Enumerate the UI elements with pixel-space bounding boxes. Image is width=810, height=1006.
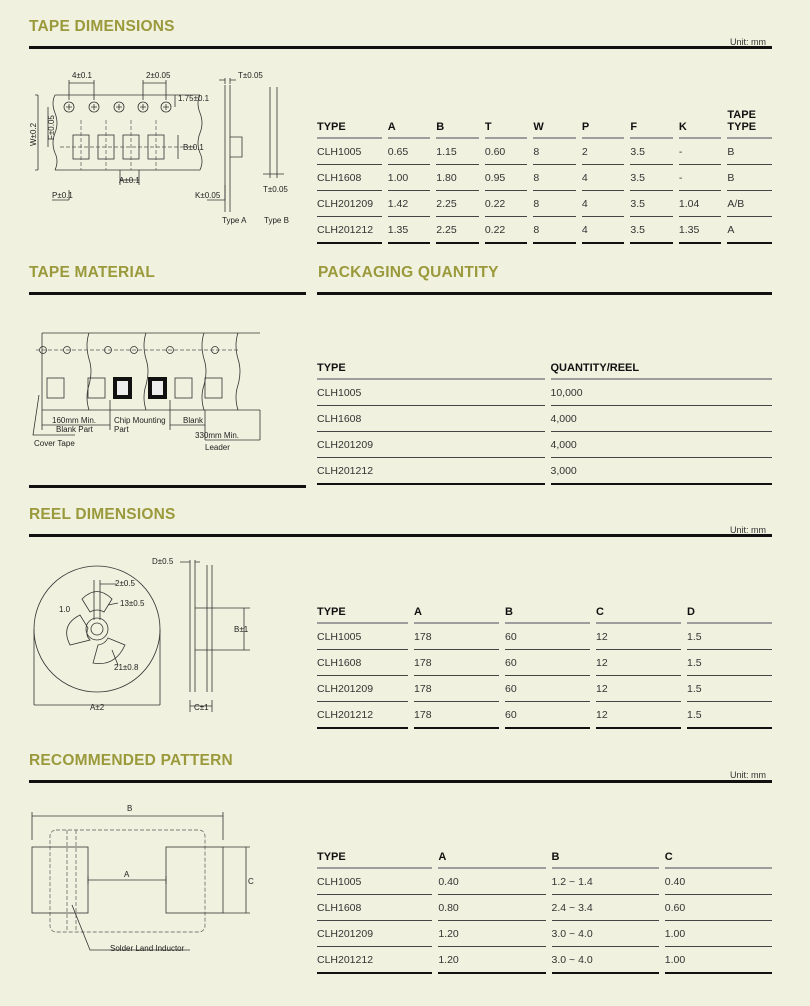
table-cell: 0.80 — [438, 895, 545, 921]
table-cell: A/B — [727, 191, 772, 217]
dim-b-label: B±0.1 — [183, 143, 204, 152]
table-row — [317, 869, 772, 895]
table-cell: 1.15 — [436, 139, 479, 165]
table-cell: CLH1608 — [317, 165, 382, 191]
solder-land-label: Solder Land Inductor — [110, 944, 185, 953]
table-cell: 12 — [596, 650, 681, 676]
blank-part-label: Blank Part — [56, 425, 93, 434]
leader-min-label: 330mm Min. — [195, 431, 240, 440]
pattern-a-label: A — [124, 870, 130, 879]
dim-e-label: 1.75±0.1 — [178, 94, 210, 103]
table-cell: 2.25 — [436, 191, 479, 217]
table-cell: 3.5 — [630, 191, 673, 217]
table-cell: 12 — [596, 702, 681, 729]
col-header: TYPE — [317, 851, 432, 869]
table-cell: CLH1005 — [317, 380, 545, 406]
col-header: B — [436, 109, 479, 139]
table-cell: - — [679, 139, 722, 165]
table-cell: 3.5 — [630, 217, 673, 244]
cover-tape-label: Cover Tape — [34, 439, 75, 448]
reel-dimensions-title: REEL DIMENSIONS — [29, 506, 176, 523]
table-cell: CLH1608 — [317, 650, 408, 676]
table-row — [317, 947, 772, 974]
reel-dimensions-table — [311, 606, 778, 729]
tape-dimensions-title: TAPE DIMENSIONS — [29, 18, 175, 35]
unit-label: Unit: mm — [730, 770, 766, 780]
core-label: 21±0.8 — [114, 663, 139, 672]
table-header-row — [317, 606, 772, 624]
hub-label: 13±0.5 — [120, 599, 145, 608]
chip-mounting-label: Chip Mounting — [114, 416, 166, 425]
recommended-pattern-title: RECOMMENDED PATTERN — [29, 752, 233, 769]
table-header-row — [317, 851, 772, 869]
table-cell: 1.00 — [665, 947, 772, 974]
table-cell: CLH1005 — [317, 869, 432, 895]
table-cell: 2.4 ~ 3.4 — [552, 895, 659, 921]
reel-a-label: A±2 — [90, 703, 105, 712]
table-row — [317, 702, 772, 729]
table-cell: 4 — [582, 191, 625, 217]
table-cell: 3.0 ~ 4.0 — [552, 947, 659, 974]
table-cell: 60 — [505, 676, 590, 702]
table-row — [317, 380, 772, 406]
table-cell: CLH201212 — [317, 458, 545, 485]
col-header: TYPE — [317, 362, 545, 380]
table-cell: 2 — [582, 139, 625, 165]
table-cell: 60 — [505, 624, 590, 650]
packaging-quantity-title: PACKAGING QUANTITY — [318, 264, 499, 281]
table-cell: 178 — [414, 702, 499, 729]
table-cell: 1.35 — [679, 217, 722, 244]
recommended-pattern-table — [311, 851, 778, 974]
table-cell: 1.2 ~ 1.4 — [552, 869, 659, 895]
dim-a-label: A±0.1 — [119, 176, 140, 185]
col-header: D — [687, 606, 772, 624]
table-row — [317, 139, 772, 165]
pattern-c-label: C — [248, 877, 254, 886]
tape-dimensions-table — [311, 109, 778, 244]
col-header: C — [596, 606, 681, 624]
table-cell: 4,000 — [551, 432, 773, 458]
dim-p0-label: 4±0.1 — [72, 71, 92, 80]
table-cell: 1.04 — [679, 191, 722, 217]
dim-p-label: P±0.1 — [52, 191, 73, 200]
col-header: K — [679, 109, 722, 139]
table-cell: 1.00 — [665, 921, 772, 947]
col-header: TYPE — [317, 109, 382, 139]
table-cell: 0.40 — [438, 869, 545, 895]
table-cell: 3.0 ~ 4.0 — [552, 921, 659, 947]
table-cell: CLH1608 — [317, 406, 545, 432]
table-cell: 3.5 — [630, 139, 673, 165]
type-a-label: Type A — [222, 216, 247, 225]
type-b-label: Type B — [264, 216, 289, 225]
table-cell: 178 — [414, 676, 499, 702]
col-header: F — [630, 109, 673, 139]
table-cell: 10,000 — [551, 380, 773, 406]
pattern-b-label: B — [127, 804, 133, 813]
dim-p1-label: 2±0.05 — [146, 71, 171, 80]
col-header: A — [414, 606, 499, 624]
table-cell: 1.35 — [388, 217, 431, 244]
table-cell: CLH201209 — [317, 921, 432, 947]
col-header: B — [505, 606, 590, 624]
col-header: QUANTITY/REEL — [551, 362, 773, 380]
table-cell: CLH201212 — [317, 217, 382, 244]
dim-f-label: F±0.05 — [47, 115, 56, 140]
table-row — [317, 406, 772, 432]
blank-min-label: 160mm Min. — [52, 416, 97, 425]
col-header: W — [533, 109, 576, 139]
table-cell: B — [727, 139, 772, 165]
table-cell: CLH201209 — [317, 676, 408, 702]
table-header-row — [317, 109, 772, 139]
table-cell: 0.60 — [485, 139, 528, 165]
slot-label: 2±0.5 — [115, 579, 135, 588]
leader-label: Leader — [205, 443, 230, 452]
table-cell: 1.20 — [438, 947, 545, 974]
table-cell: 1.80 — [436, 165, 479, 191]
col-header: T — [485, 109, 528, 139]
table-row — [317, 217, 772, 244]
col-header: C — [665, 851, 772, 869]
table-cell: 2.25 — [436, 217, 479, 244]
table-row — [317, 165, 772, 191]
section-rule — [317, 292, 772, 295]
table-cell: 1.42 — [388, 191, 431, 217]
table-cell: 8 — [533, 191, 576, 217]
table-row — [317, 650, 772, 676]
part-label: Part — [114, 425, 129, 434]
unit-label: Unit: mm — [730, 37, 766, 47]
table-cell: A — [727, 217, 772, 244]
table-cell: 12 — [596, 676, 681, 702]
table-cell: 8 — [533, 165, 576, 191]
table-cell: 0.65 — [388, 139, 431, 165]
packaging-quantity-table — [311, 362, 778, 485]
table-cell: 1.5 — [687, 650, 772, 676]
col-header: B — [552, 851, 659, 869]
col-header: A — [438, 851, 545, 869]
table-cell: 178 — [414, 650, 499, 676]
table-cell: 4,000 — [551, 406, 773, 432]
table-cell: 1.00 — [388, 165, 431, 191]
dim-t-label: T±0.05 — [238, 71, 263, 80]
table-header-row — [317, 362, 772, 380]
table-row — [317, 432, 772, 458]
dim-t2-label: T±0.05 — [263, 185, 288, 194]
table-cell: 1.5 — [687, 676, 772, 702]
table-cell: 60 — [505, 650, 590, 676]
table-cell: CLH201212 — [317, 702, 408, 729]
table-row — [317, 676, 772, 702]
table-cell: 3,000 — [551, 458, 773, 485]
table-cell: CLH201209 — [317, 432, 545, 458]
table-cell: CLH1005 — [317, 624, 408, 650]
table-cell: 0.95 — [485, 165, 528, 191]
table-cell: 8 — [533, 139, 576, 165]
table-cell: CLH201209 — [317, 191, 382, 217]
col-header: TAPE TYPE — [727, 109, 772, 139]
reel-c-label: C±1 — [194, 703, 209, 712]
table-cell: 12 — [596, 624, 681, 650]
table-cell: CLH1005 — [317, 139, 382, 165]
table-row — [317, 624, 772, 650]
one-label: 1.0 — [59, 605, 71, 614]
table-cell: 0.22 — [485, 217, 528, 244]
table-cell: 178 — [414, 624, 499, 650]
table-cell: 0.40 — [665, 869, 772, 895]
table-cell: 60 — [505, 702, 590, 729]
table-cell: 3.5 — [630, 165, 673, 191]
table-cell: 4 — [582, 165, 625, 191]
table-row — [317, 458, 772, 485]
table-cell: 8 — [533, 217, 576, 244]
recommended-pattern-diagram — [0, 0, 300, 970]
table-cell: CLH201212 — [317, 947, 432, 974]
blank-label: Blank — [183, 416, 204, 425]
tape-material-title: TAPE MATERIAL — [29, 264, 156, 281]
reel-d-label: D±0.5 — [152, 557, 174, 566]
table-cell: B — [727, 165, 772, 191]
table-row — [317, 895, 772, 921]
dim-k-label: K±0.05 — [195, 191, 221, 200]
col-header: P — [582, 109, 625, 139]
table-cell: CLH1608 — [317, 895, 432, 921]
table-cell: - — [679, 165, 722, 191]
unit-label: Unit: mm — [730, 525, 766, 535]
col-header: A — [388, 109, 431, 139]
col-header: TYPE — [317, 606, 408, 624]
reel-b-label: B±1 — [234, 625, 249, 634]
table-cell: 1.5 — [687, 624, 772, 650]
table-cell: 1.20 — [438, 921, 545, 947]
table-row — [317, 921, 772, 947]
table-cell: 1.5 — [687, 702, 772, 729]
table-cell: 0.60 — [665, 895, 772, 921]
dim-w-label: W±0.2 — [29, 122, 38, 146]
table-cell: 4 — [582, 217, 625, 244]
table-cell: 0.22 — [485, 191, 528, 217]
table-row — [317, 191, 772, 217]
